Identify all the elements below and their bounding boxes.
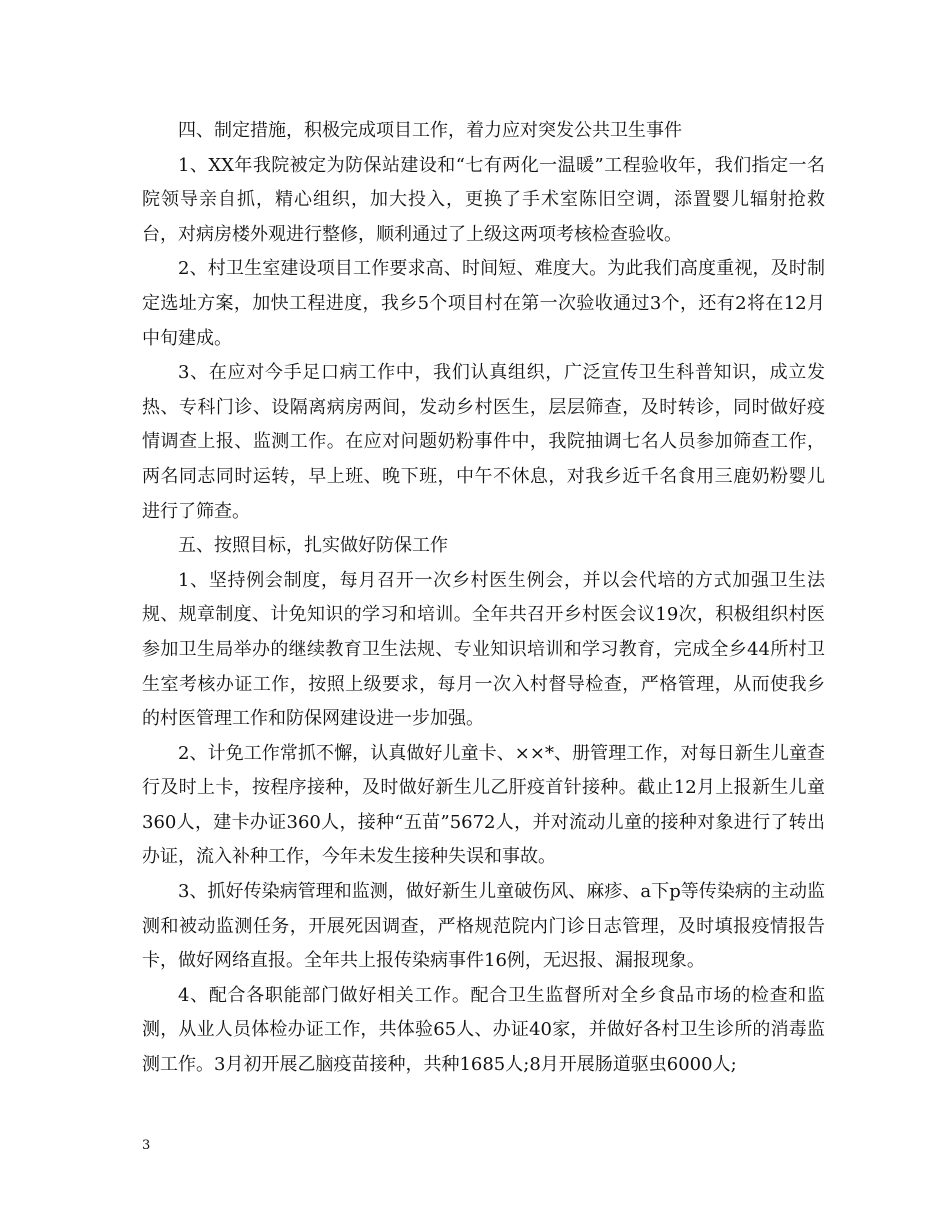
paragraph: 2、村卫生室建设项目工作要求高、时间短、难度大。为此我们高度重视，及时制定选址方案，加快工程进度，我乡5个项目村在第一次验收通过3个，还有2将在12月中旬建成。 bbox=[142, 258, 825, 349]
paragraph: 2、计免工作常抓不懈，认真做好儿童卡、××*、册管理工作，对每日新生儿童查行及时上卡，按程序接种，及时做好新生儿乙肝疫首针接种。截止12月上报新生儿童 360人，建卡办证360人，接种“五苗”5672人，并对流动儿童的接种对象进行了转出办证，流入补种工作，今年未发生接种失误和事故。 bbox=[142, 742, 825, 868]
page-number: 3 bbox=[142, 1138, 151, 1153]
paragraph: 4、配合各职能部门做好相关工作。配合卫生监督所对全乡食品市场的检查和监测，从业人员体检办证工作，共体验65人、办证40家，并做好各村卫生诊所的消毒监测工作。3月初开展乙脑疫苗接种，共种1685人;8月开展肠道驱虫6000人; bbox=[142, 984, 825, 1076]
section-heading: 五、按照目标，扎实做好防保工作 bbox=[178, 535, 448, 557]
paragraph: 3、抓好传染病管理和监测，做好新生儿童破伤风、麻疹、a下p等传染病的主动监测和被动监测任务，开展死因调查，严格规范院内门诊日志管理，及时填报疫情报告卡，做好网络直报。全年共上报传染病事件16例，无迟报、漏报现象。 bbox=[142, 881, 825, 972]
paragraph: 1、坚持例会制度，每月召开一次乡村医生例会，并以会代培的方式加强卫生法规、规章制度、计免知识的学习和培训。全年共召开乡村医会议19次，积极组织村医参加卫生局举办的继续教育卫生法规、专业知识培训和学习教育，完成全乡44所村卫生室考核办证工作，按照上级要求，每月一次入村督导检查，严格管理，从而使我乡的村医管理工作和防保网建设进一步加强。 bbox=[142, 569, 825, 730]
paragraph: 1、XX年我院被定为防保站建设和“七有两化一温暖”工程验收年，我们指定一名院领导亲自抓，精心组织，加大投入，更换了手术室陈旧空调，添置婴儿辐射抢救台，对病房楼外观进行整修，顺利通过了上级这两项考核检查验收。 bbox=[142, 154, 825, 245]
document-body bbox=[142, 114, 825, 1083]
section-heading: 四、制定措施，积极完成项目工作，着力应对突发公共卫生事件 bbox=[178, 120, 682, 141]
paragraph: 3、在应对今手足口病工作中，我们认真组织，广泛宣传卫生科普知识，成立发热、专科门诊、设隔离病房两间，发动乡村医生，层层筛查，及时转诊，同时做好疫情调查上报、监测工作。在应对问题奶粉事件中，我院抽调七名人员参加筛查工作，两名同志同时运转，早上班、晚下班，中午不休息，对我乡近千名食用三鹿奶粉婴儿进行了筛查。 bbox=[142, 362, 825, 522]
